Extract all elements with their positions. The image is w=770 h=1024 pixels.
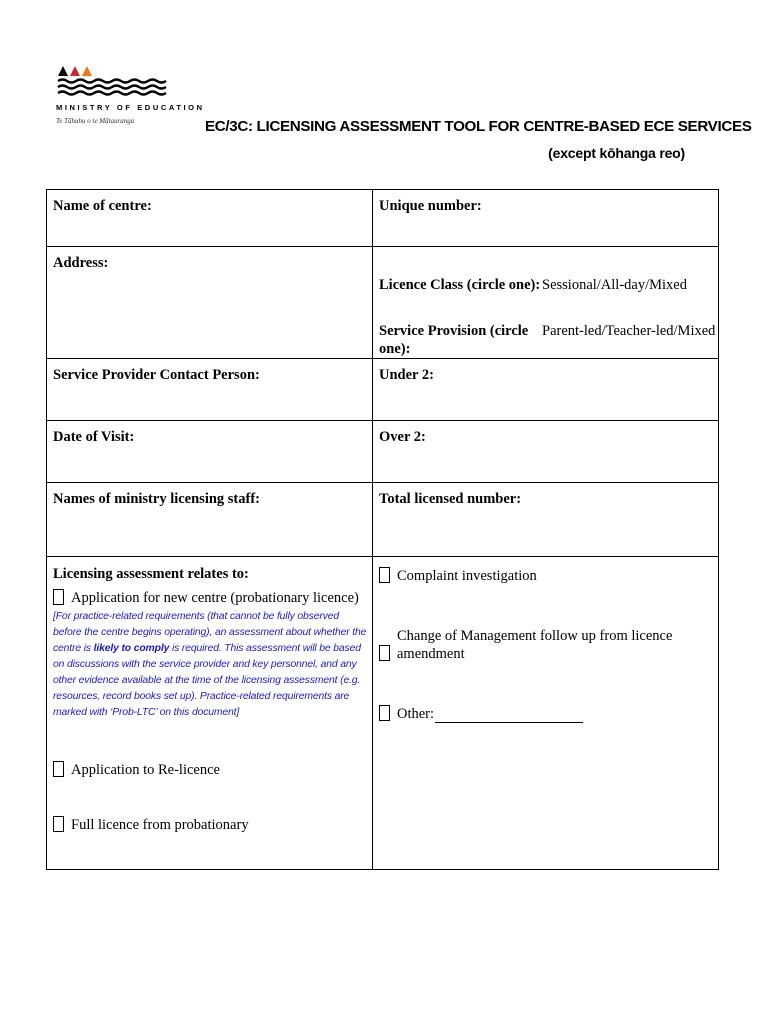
date-of-visit-cell[interactable] — [47, 421, 373, 483]
total-licensed-cell[interactable] — [373, 483, 719, 557]
ministry-subtitle: Te Tāhuhu o te Mātauranga — [56, 117, 135, 125]
assessment-right-cell — [373, 557, 719, 870]
change-management-label: Change of Management follow up from licence amendment — [397, 628, 673, 662]
under-2-cell[interactable] — [373, 359, 719, 421]
complaint-label: Complaint investigation — [397, 568, 537, 584]
logo-triangle-1 — [58, 66, 68, 76]
checkbox[interactable] — [379, 705, 390, 721]
probationary-note — [47, 609, 372, 721]
document-subtitle: (except kōhanga reo) — [548, 145, 685, 161]
checkbox[interactable] — [379, 645, 390, 661]
address-label: Address: — [53, 255, 109, 271]
new-centre-label: Application for new centre (probationary licence) — [71, 590, 359, 606]
licence-details-cell — [373, 247, 719, 359]
note-emphasis: likely to comply — [93, 643, 170, 654]
checkbox[interactable] — [53, 761, 64, 777]
licensing-form-table — [46, 189, 719, 870]
licence-class-options[interactable]: Sessional/All-day/Mixed — [542, 277, 687, 293]
other-label: Other: — [397, 706, 435, 722]
service-provision-options[interactable]: Parent-led/Teacher-led/Mixed — [542, 323, 716, 339]
relicence-option[interactable] — [47, 761, 372, 779]
complaint-option[interactable] — [373, 567, 718, 585]
full-licence-label: Full licence from probationary — [71, 817, 249, 833]
under-2-label: Under 2: — [379, 367, 434, 383]
service-provision-label: Service Provision (circle one): — [379, 323, 529, 357]
address-cell[interactable] — [47, 247, 373, 359]
new-centre-option[interactable] — [47, 589, 372, 607]
ministry-name: MINISTRY OF EDUCATION — [56, 103, 205, 112]
relicence-label: Application to Re-licence — [71, 762, 220, 778]
logo-triangle-3 — [82, 66, 92, 76]
checkbox[interactable] — [53, 816, 64, 832]
document-title: EC/3C: LICENSING ASSESSMENT TOOL FOR CENTRE-BASED ECE SERVICES — [205, 118, 752, 135]
over-2-cell[interactable] — [373, 421, 719, 483]
change-management-option[interactable] — [373, 627, 718, 663]
total-licensed-label: Total licensed number: — [379, 491, 522, 507]
other-option[interactable] — [373, 705, 718, 723]
contact-person-label: Service Provider Contact Person: — [53, 367, 260, 383]
note-text-part1: [For practice-related requirements (that cannot be fully observed before the centre begins operating), an assessment about whether the centre is — [53, 611, 367, 654]
licence-class-label: Licence Class (circle one): — [379, 277, 541, 293]
full-licence-option[interactable] — [47, 816, 372, 834]
contact-person-cell[interactable] — [47, 359, 373, 421]
note-text-part2: is required. This assessment will be based on discussions with the service provider and key personnel, and any other evidence available at the time of the licensing assessment (e.g. resources, record books set up). Practice-related requirements are marked with ‘Prob-LTC’ on this document] — [53, 643, 361, 718]
assessment-left-cell — [47, 557, 373, 870]
logo-triangle-2 — [70, 66, 80, 76]
service-provision-row[interactable] — [373, 322, 718, 358]
date-of-visit-label: Date of Visit: — [53, 429, 135, 445]
licence-class-row[interactable] — [373, 276, 718, 294]
over-2-label: Over 2: — [379, 429, 426, 445]
checkbox[interactable] — [379, 567, 390, 583]
name-of-centre-label: Name of centre: — [53, 198, 152, 214]
assessment-relates-label: Licensing assessment relates to: — [53, 566, 249, 582]
checkbox[interactable] — [53, 589, 64, 605]
staff-names-cell[interactable] — [47, 483, 373, 557]
name-of-centre-cell[interactable] — [47, 190, 373, 247]
unique-number-cell[interactable] — [373, 190, 719, 247]
other-input-line[interactable] — [435, 706, 583, 723]
unique-number-label: Unique number: — [379, 198, 482, 214]
logo-waves — [58, 80, 166, 95]
staff-names-label: Names of ministry licensing staff: — [53, 491, 261, 507]
